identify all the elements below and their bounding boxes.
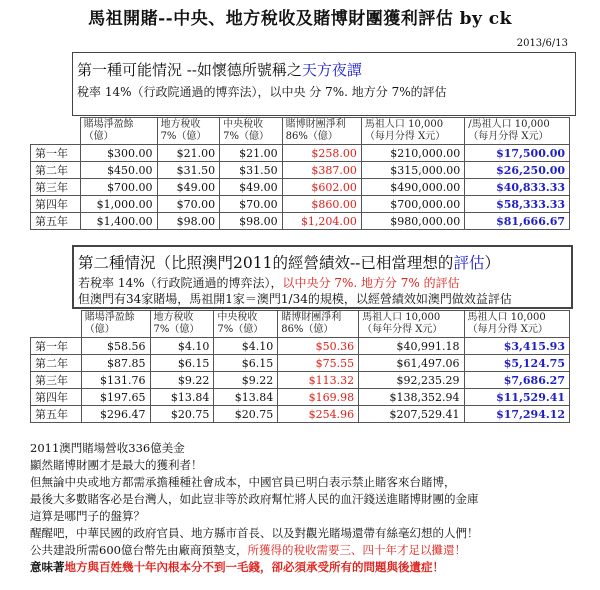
table-cell: $31.50 (220, 162, 283, 179)
row-label: 第三年 (31, 372, 82, 389)
column-header (31, 311, 82, 338)
table-row (31, 389, 570, 406)
table-row (31, 196, 570, 213)
table-row (31, 145, 570, 162)
column-header: 地方稅收 7%（億） (157, 118, 220, 145)
note-line-7-red: 所獲得的稅收需要三、四十年才足以攤還！ (247, 543, 466, 557)
row-label: 第四年 (31, 389, 82, 406)
table-cell: $1,000.00 (80, 196, 157, 213)
table-cell: $17,294.12 (464, 406, 569, 423)
table-header-row (31, 311, 570, 338)
column-header: 賭博財團淨利 86%（億） (278, 311, 359, 338)
table-cell: $3,415.93 (464, 338, 569, 355)
table-cell: $258.00 (282, 145, 361, 162)
table-cell: $17,500.00 (465, 145, 570, 162)
table-cell: $197.65 (81, 389, 150, 406)
column-header: 馬祖人口 10,000 （每月分得 X元） (464, 311, 569, 338)
table-cell: $31.50 (157, 162, 220, 179)
table-cell: $11,529.41 (464, 389, 569, 406)
table-cell: $980,000.00 (361, 213, 464, 230)
table-cell: $49.00 (157, 179, 220, 196)
table-cell: $860.00 (282, 196, 361, 213)
column-header: /馬祖人口 10,000 （每月分得 X元） (465, 118, 570, 145)
table-cell: $26,250.00 (465, 162, 570, 179)
row-label: 第一年 (31, 338, 82, 355)
section2-line1-text: 若稅率 14%（行政院通過的博弈法）， (78, 276, 283, 290)
note-line-8 (30, 559, 444, 575)
note-line-1: 2011澳門賭場營收336億美金 (30, 441, 185, 455)
table-cell: $450.00 (80, 162, 157, 179)
table-row (31, 355, 570, 372)
table-row (31, 162, 570, 179)
table-cell: $61,497.06 (359, 355, 464, 372)
table-cell: $6.15 (150, 355, 214, 372)
table-cell: $70.00 (220, 196, 283, 213)
table-row (31, 179, 570, 196)
table-cell: $20.75 (150, 406, 214, 423)
section1-box (72, 52, 576, 116)
table-cell: $70.00 (157, 196, 220, 213)
table-cell: $131.76 (81, 372, 150, 389)
table-cell: $296.47 (81, 406, 150, 423)
table-cell: $4.10 (214, 338, 278, 355)
row-label: 第五年 (31, 406, 82, 423)
table1 (30, 117, 570, 230)
table-cell: $20.75 (214, 406, 278, 423)
column-header: 賭場淨盈餘 （億） (80, 118, 157, 145)
table-row (31, 338, 570, 355)
section2-line1 (78, 274, 460, 291)
table-cell: $700,000.00 (361, 196, 464, 213)
note-line-3: 但無論中央或地方都需承擔種種社會成本，中國官員已明白表示禁止賭客來台賭博， (30, 475, 456, 489)
section1-heading (77, 59, 362, 80)
table-cell: $40,991.18 (359, 338, 464, 355)
table-cell: $490,000.00 (361, 179, 464, 196)
note-line-7 (30, 542, 466, 558)
table-row (31, 372, 570, 389)
section1-subline: 稅率 14%（行政院通過的博弈法），以中央 分 7%. 地方分 7%的評估 (77, 85, 447, 99)
table-cell: $13.84 (214, 389, 278, 406)
table-cell: $4.10 (150, 338, 214, 355)
table-cell: $315,000.00 (361, 162, 464, 179)
note-line-4: 最後大多數賭客必是台灣人，如此豈非等於政府幫忙將人民的血汗錢送進賭博財團的金庫 (30, 492, 479, 506)
table-cell: $7,686.27 (464, 372, 569, 389)
table-cell: $9.22 (150, 372, 214, 389)
table-cell: $21.00 (220, 145, 283, 162)
table-row (31, 406, 570, 423)
column-header: 馬祖人口 10,000 （每年分得 X元） (359, 311, 464, 338)
column-header: 地方稅收 7%（億） (150, 311, 214, 338)
row-label: 第四年 (31, 196, 81, 213)
table-cell: $113.32 (278, 372, 359, 389)
table-cell: $1,400.00 (80, 213, 157, 230)
section2-heading-text: 第二種情況（比照澳門2011的經營績效--已相當理想的 (78, 254, 454, 272)
table-cell: $98.00 (220, 213, 283, 230)
column-header: 馬祖人口 10,000 （每月分得 X元） (361, 118, 464, 145)
column-header: 賭場淨盈餘 （億） (81, 311, 150, 338)
note-line-7-text: 公共建設所需600億台幣先由廠商預墊支， (30, 543, 248, 557)
table-cell: $40,833.33 (465, 179, 570, 196)
table-cell: $169.98 (278, 389, 359, 406)
table-cell: $75.55 (278, 355, 359, 372)
table-cell: $602.00 (282, 179, 361, 196)
note-line-8-red: 地方與百姓幾十年內根本分不到一毛錢，卻必須承受所有的問題與後遺症！ (64, 560, 444, 574)
table2 (30, 310, 570, 423)
table-cell: $300.00 (80, 145, 157, 162)
table-cell: $92,235.29 (359, 372, 464, 389)
column-header: 中央稅收 7%（億） (214, 311, 278, 338)
column-header: 中央稅收 7%（億） (220, 118, 283, 145)
table-cell: $1,204.00 (282, 213, 361, 230)
row-label: 第三年 (31, 179, 81, 196)
row-label: 第五年 (31, 213, 81, 230)
table-cell: $207,529.41 (359, 406, 464, 423)
table-cell: $58,333.33 (465, 196, 570, 213)
row-label: 第一年 (31, 145, 81, 162)
table-cell: $210,000.00 (361, 145, 464, 162)
table-row (31, 213, 570, 230)
section2-heading (78, 251, 500, 273)
table-cell: $50.36 (278, 338, 359, 355)
section2-box (72, 245, 573, 309)
table-cell: $9.22 (214, 372, 278, 389)
table-cell: $87.85 (81, 355, 150, 372)
date-label: 2013/6/13 (516, 38, 568, 49)
section2-line1-red: 以中央分 7%. 地方分 7% 的評估 (282, 276, 460, 290)
table-cell: $98.00 (157, 213, 220, 230)
table-cell: $138,352.94 (359, 389, 464, 406)
page-title: 馬祖開賭--中央、地方稅收及賭博財團獲利評估 by ck (88, 9, 512, 29)
note-line-5: 這算是哪門子的盤算？ (30, 509, 145, 523)
row-label: 第二年 (31, 162, 81, 179)
table-header-row (31, 118, 570, 145)
table-cell: $21.00 (157, 145, 220, 162)
table-cell: $387.00 (282, 162, 361, 179)
section2-line2: 但澳門有34家賭場，馬祖開1家＝澳門1/34的規模，以經營績效如澳門做效益評估 (78, 292, 512, 306)
table-cell: $6.15 (214, 355, 278, 372)
row-label: 第二年 (31, 355, 82, 372)
table-cell: $81,666.67 (465, 213, 570, 230)
table-cell: $700.00 (80, 179, 157, 196)
table-cell: $13.84 (150, 389, 214, 406)
column-header: 賭博財團淨利 86%（億） (282, 118, 361, 145)
note-line-6: 醒醒吧，中華民國的政府官員、地方縣市首長、以及對觀光賭場還帶有絲毫幻想的人們！ (30, 526, 479, 540)
table-cell: $49.00 (220, 179, 283, 196)
section2-heading-highlight: 評估 (453, 254, 485, 272)
table-cell: $5,124.75 (464, 355, 569, 372)
note-line-2: 顯然賭博財團才是最大的獲利者！ (30, 458, 203, 472)
table-cell: $254.96 (278, 406, 359, 423)
section2-heading-suffix: ） (484, 254, 500, 272)
column-header (31, 118, 81, 145)
section1-heading-highlight: 天方夜譚 (301, 61, 362, 79)
section1-heading-text: 第一種可能情況 --如懷德所號稱之 (77, 61, 302, 79)
table-cell: $58.56 (81, 338, 150, 355)
note-line-8-text: 意味著 (30, 560, 65, 574)
